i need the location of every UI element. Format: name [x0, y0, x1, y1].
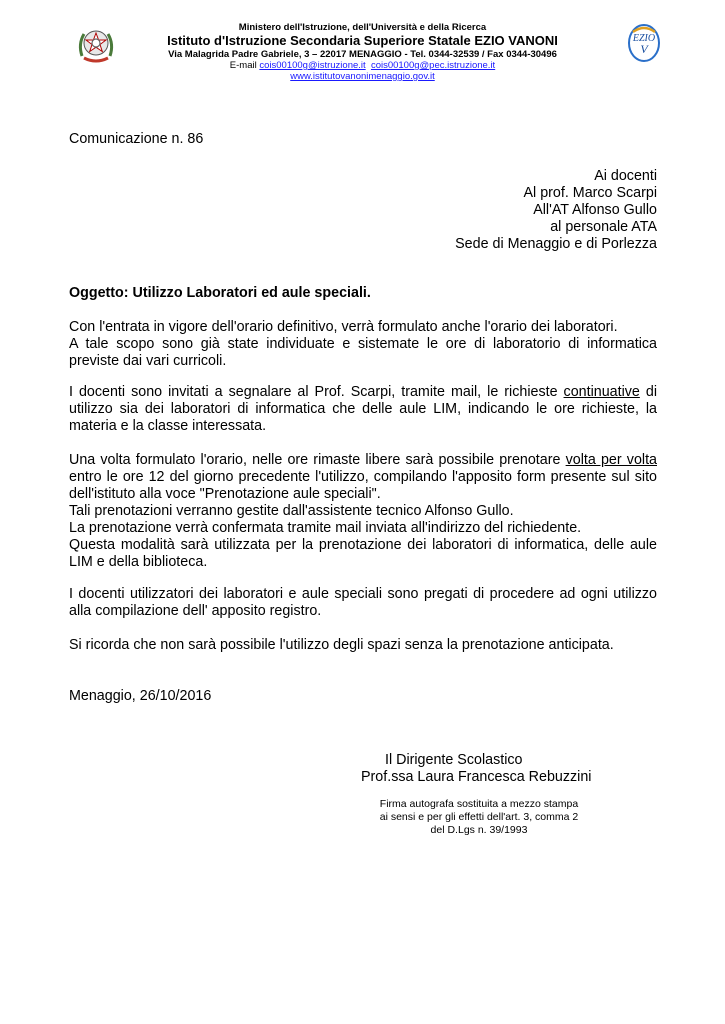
email-link-1[interactable]: cois00100g@istruzione.it — [259, 60, 366, 71]
signature-name: Prof.ssa Laura Francesca Rebuzzini — [361, 769, 592, 785]
paragraph-1-line-1: Con l'entrata in vigore dell'orario definitivo, verrà formulato anche l'orario dei laboratori. — [69, 319, 618, 335]
school-name: Istituto d'Istruzione Secondaria Superiore Statale EZIO VANONI — [167, 33, 558, 48]
recipient-list — [69, 168, 657, 253]
svg-text:V: V — [640, 42, 648, 56]
paragraph-3-line-4: Questa modalità sarà utilizzata per la prenotazione dei laboratori di informatica, delle aule LIM e della biblioteca. — [69, 537, 657, 570]
paragraph-3 — [69, 452, 657, 571]
paragraph-3-line-1: Una volta formulato l'orario, nelle ore rimaste libere sarà possibile prenotare volta per volta entro le ore 12 del giorno precedente l'utilizzo, compilando l'apposito form presente sul sito dell'istituto alla voce "Prenotazione aule speciali". — [69, 452, 657, 502]
recipient: All'AT Alfonso Gullo — [533, 202, 657, 218]
place-date: Menaggio, 26/10/2016 — [69, 688, 212, 704]
recipient: Al prof. Marco Scarpi — [523, 185, 657, 201]
email-label: E-mail — [229, 60, 260, 71]
school-address: Via Malagrida Padre Gabriele, 3 – 22017 MENAGGIO - Tel. 0344-32539 / Fax 0344-30496 — [168, 49, 557, 60]
paragraph-1 — [69, 319, 657, 370]
paragraph-4: I docenti utilizzatori dei laboratori e aule speciali sono pregati di procedere ad ogni utilizzo alla compilazione dell' apposito registro. — [69, 586, 657, 619]
email-link-2[interactable]: cois00100g@pec.istruzione.it — [370, 60, 496, 71]
underlined-continuative: continuative — [563, 384, 640, 400]
school-logo-icon — [625, 22, 663, 64]
recipient: Sede di Menaggio e di Porlezza — [455, 236, 657, 252]
ministry-name: Ministero dell'Istruzione, dell'Università e della Ricerca — [238, 22, 487, 33]
recipient: al personale ATA — [550, 219, 657, 235]
communication-number: Comunicazione n. 86 — [69, 131, 204, 147]
recipient: Ai docenti — [594, 168, 657, 184]
paragraph-3-line-2: Tali prenotazioni verranno gestite dall'assistente tecnico Alfonso Gullo. — [69, 503, 514, 519]
paragraph-3-line-3: La prenotazione verrà confermata tramite mail inviata all'indirizzo del richiedente. — [69, 520, 582, 536]
paragraph-2: I docenti sono invitati a segnalare al Prof. Scarpi, tramite mail, le richieste continuative di utilizzo sia dei laboratori di informatica che delle aule LIM, indicando le ore richieste, la materia e la classe interessata. — [69, 384, 657, 434]
subject-line: Oggetto: Utilizzo Laboratori ed aule speciali. — [69, 285, 371, 301]
website-link[interactable]: www.istitutovanonimenaggio.gov.it — [290, 71, 435, 82]
paragraph-1-line-2: A tale scopo sono già state individuate e sistemate le ore di laboratorio di informatica previste dai vari curricoli. — [69, 336, 657, 369]
signature-role: Il Dirigente Scolastico — [385, 752, 523, 768]
paragraph-5: Si ricorda che non sarà possibile l'utilizzo degli spazi senza la prenotazione anticipata. — [69, 637, 614, 653]
underlined-volta-per-volta: volta per volta — [565, 452, 657, 468]
email-line — [0, 60, 725, 71]
svg-text:EZIO: EZIO — [632, 33, 656, 44]
signature-note: Firma autografa sostituita a mezzo stampa ai sensi e per gli effetti dell'art. 3, comma 2 del D.Lgs n. 39/1993 — [379, 798, 579, 836]
letterhead — [0, 22, 725, 82]
